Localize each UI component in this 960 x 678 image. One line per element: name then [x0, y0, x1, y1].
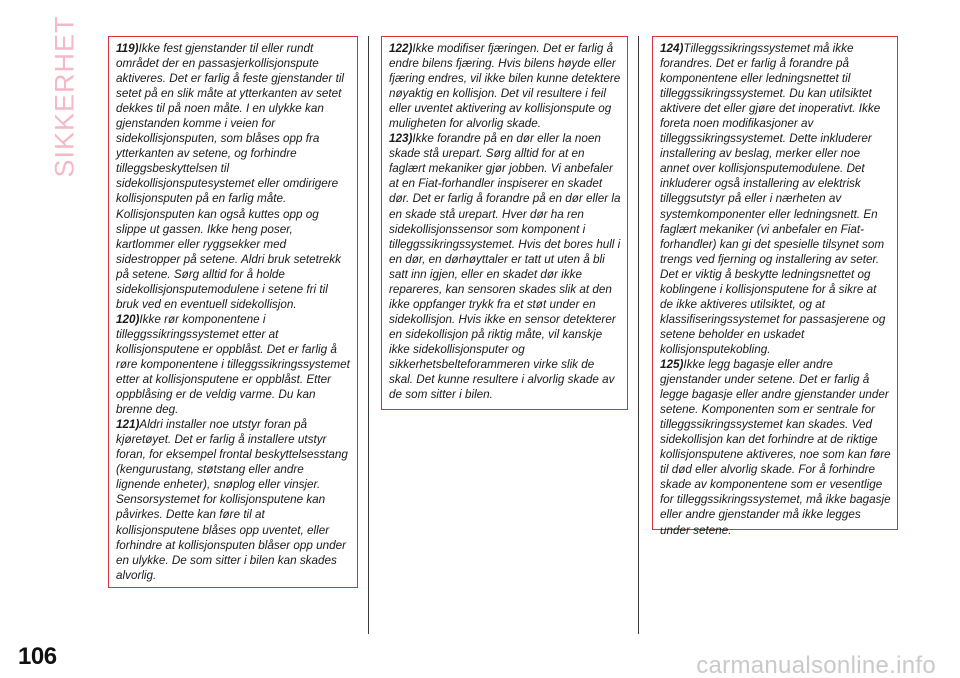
section-tab [49, 14, 80, 178]
note-number: 123) [389, 132, 413, 146]
warning-note-120 [116, 312, 351, 417]
note-number: 121) [116, 418, 140, 432]
section-tab-label: SIKKERHET [49, 14, 80, 178]
note-number: 119) [116, 42, 139, 55]
warning-note-123 [389, 131, 621, 402]
note-number: 120) [116, 312, 140, 326]
note-number: 124) [660, 42, 684, 55]
note-text: Ikke modifiser fjæringen. Det er farlig å endre bilens fjæring. Hvis bilens høyde eller fjæring endres, vil ikke bilen kunne detektere nøyaktig en kollisjon. Det vil resultere i feil eller uventet aktivering av kollisjonspute og muligheten for alvorlig skade. [389, 42, 621, 131]
note-text: Aldri installer noe utstyr foran på kjøretøyet. Det er farlig å installere utstyr foran, for eksempel frontal beskyttelsesstang (kengurustang, støtstang eller andre lignende enheter), snøplog eller vinsjer. Sensorsystemet for kollisjonsputene kan påvirkes. Dette kan føre til at kollisjonsputene blåses opp uventet, eller forhindre at kollisjonsputen blåser opp under en ulykke. De som sitter i bilen kan skades alvorlig. [116, 418, 348, 582]
warning-box-column-1 [108, 36, 358, 588]
note-text: Tilleggssikringssystemet må ikke forandres. Det er farlig å forandre på komponentene eller ledningsnettet til tilleggssikringssystemet. Du kan utilsiktet aktivere det eller gjøre det inoperativt. Ikke foreta noen modifikasjoner av tilleggssikringssystemet. Dette inkluderer installering av beslag, merker eller noe annet over kollisjonsputemodulene. Det inkluderer også installering av elektrisk tilleggsutstyr på eller i nærheten av systemkomponenter eller ledningsnett. En faglært mekaniker (vi anbefaler en Fiat-forhandler) kan gi det spesielle tilsynet som trengs ved fjerning og installering av seter. Det er viktig å beskytte ledningsnettet og koblingene i kollisjonsputene for å sikre at de ikke aktiveres utilsiktet, og at klassifiseringssystemet for passasjerene og setene beholder en uskadet kollisjonsputekobling. [660, 42, 886, 356]
note-text: Ikke fest gjenstander til eller rundt området der en passasjerkollisjonspute aktiveres. Det er farlig å feste gjenstander til setet på en slik måte at ytterkanten av setet dekkes til på noen måte. I en ulykke kan gjenstanden komme i veien for sidekollisjonsputen, som blåses opp fra ytterkanten av setene, og forhindre tilleggsbeskyttelsen til sidekollisjonsputesystemet eller omdirigere kollisjonsputen på en farlig måte. Kollisjonsputen kan også kuttes opp og slippe ut gassen. Ikke heng poser, kartlommer eller ryggsekker med sidestropper på setene. Aldri bruk setetrekk på setene. Sørg alltid for å holde sidekollisjonsputemodulene i setene fri til bruk ved en eventuell sidekollisjon. [116, 42, 345, 311]
note-text: Ikke legg bagasje eller andre gjenstander under setene. Det er farlig å legge bagasje eller andre gjenstander under setene. Komponenten som er sentrale for tilleggssikringssystemet kan skades. Ved sidekollisjon kan det forhindre at de riktige kollisjonsputene aktiveres, noe som kan føre til død eller alvorlig skade. For å forhindre skade av komponentene som er vesentlige for tilleggssikringssystemet, må ikke bagasje eller andre gjenstander må ikke legges under setene. [660, 357, 891, 537]
watermark: carmanualsonline.info [696, 652, 936, 678]
note-text: Ikke rør komponentene i tilleggssikringssystemet etter at kollisjonsputene er oppblåst. Det er farlig å røre komponentene i tilleggssikringssystemet etter at kollisjonsputene er oppblåst. Etter oppblåsing er de veldig varme. Du kan brenne deg. [116, 312, 350, 417]
warning-box-column-2 [381, 36, 628, 410]
warning-note-121 [116, 417, 351, 583]
note-text: Ikke forandre på en dør eller la noen skade stå urepart. Sørg alltid for at en faglært mekaniker gjør jobben. Vi anbefaler at en Fiat-forhandler inspiserer en skadet dør. Det er farlig å forandre på en dør eller la en skade stå urepart. Hver dør ha ren sidekollisjonssensor som komponent i tilleggssikringssystemet. Hvis det bores hull i en dør, en dørhøyttaler er tatt ut uten å bli satt inn igjen, eller en skadet dør ikke repareres, kan sensoren skades slik at den ikke oppfanger trykk fra et støt under en sidekollisjon. Hvis ikke en sensor detekterer en sidekollisjon på riktig måte, vil kanskje ikke sidekollisjonsputer og sikkerhetsbelteforammeren virke slik de skal. Det kunne resultere i alvorlig skade av de som sitter i bilen. [389, 132, 621, 402]
warning-box-column-3 [652, 36, 898, 537]
warning-note-125 [660, 357, 891, 538]
note-number: 122) [389, 42, 413, 55]
column-divider [368, 36, 369, 634]
warning-note-122 [389, 41, 621, 131]
column-divider [638, 36, 639, 634]
warning-note-119 [116, 41, 351, 312]
page-number: 106 [18, 643, 57, 670]
warning-note-124 [660, 41, 891, 357]
note-number: 125) [660, 357, 684, 371]
